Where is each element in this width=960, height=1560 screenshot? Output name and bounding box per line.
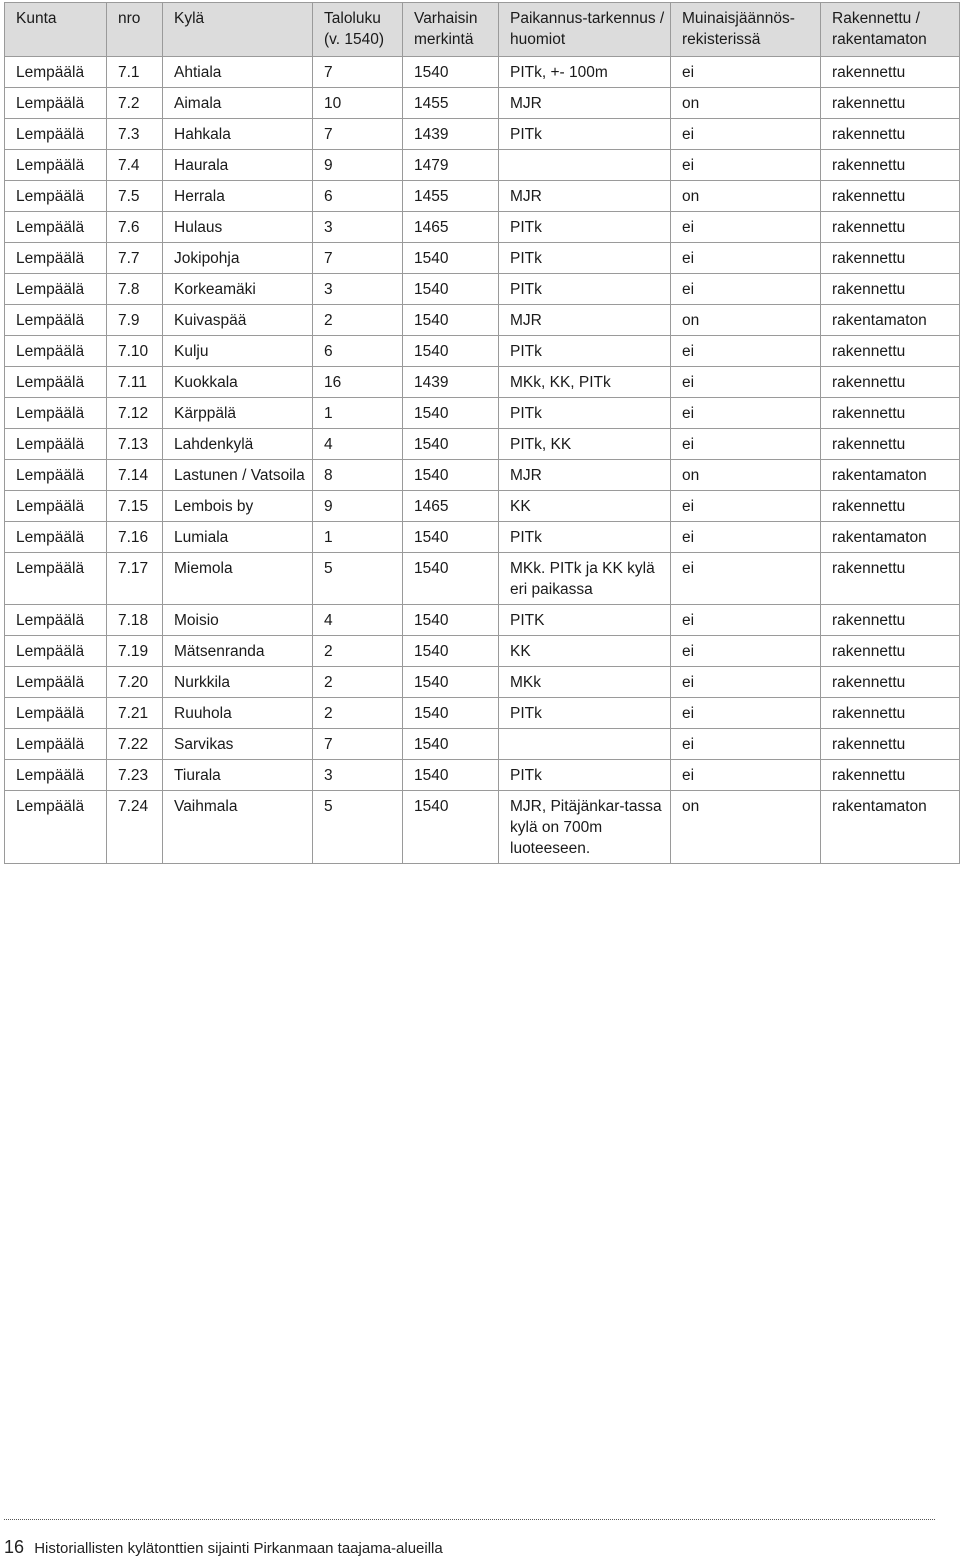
table-row bbox=[5, 367, 960, 398]
cell-kyla: Tiurala bbox=[163, 760, 313, 791]
cell-nro: 7.19 bbox=[107, 636, 163, 667]
cell-paikannus-huomiot: MJR bbox=[499, 181, 671, 212]
cell-varhaisin-merkinta: 1540 bbox=[403, 760, 499, 791]
cell-paikannus-huomiot: MKk. PITk ja KK kylä eri paikassa bbox=[499, 553, 671, 605]
cell-varhaisin-merkinta: 1455 bbox=[403, 181, 499, 212]
cell-rakennettu: rakennettu bbox=[821, 553, 960, 605]
cell-varhaisin-merkinta: 1540 bbox=[403, 729, 499, 760]
page-number: 16 bbox=[4, 1537, 25, 1557]
column-header-taloluku: Taloluku (v. 1540) bbox=[313, 3, 403, 57]
cell-kunta: Lempäälä bbox=[5, 336, 107, 367]
cell-varhaisin-merkinta: 1540 bbox=[403, 553, 499, 605]
cell-nro: 7.14 bbox=[107, 460, 163, 491]
table-row bbox=[5, 119, 960, 150]
cell-kyla: Moisio bbox=[163, 605, 313, 636]
cell-paikannus-huomiot: KK bbox=[499, 636, 671, 667]
cell-nro: 7.10 bbox=[107, 336, 163, 367]
cell-nro: 7.4 bbox=[107, 150, 163, 181]
cell-paikannus-huomiot: PITk bbox=[499, 336, 671, 367]
cell-paikannus-huomiot: PITK bbox=[499, 605, 671, 636]
cell-paikannus-huomiot: PITk bbox=[499, 398, 671, 429]
cell-muinaisjaannosrekisteri: ei bbox=[671, 760, 821, 791]
page-footer bbox=[4, 1537, 443, 1558]
cell-kunta: Lempäälä bbox=[5, 429, 107, 460]
table-row bbox=[5, 791, 960, 864]
cell-paikannus-huomiot: MKk bbox=[499, 667, 671, 698]
table-row bbox=[5, 760, 960, 791]
cell-varhaisin-merkinta: 1540 bbox=[403, 305, 499, 336]
cell-nro: 7.23 bbox=[107, 760, 163, 791]
header-row bbox=[5, 3, 960, 57]
cell-nro: 7.7 bbox=[107, 243, 163, 274]
cell-muinaisjaannosrekisteri: ei bbox=[671, 429, 821, 460]
cell-rakennettu: rakennettu bbox=[821, 667, 960, 698]
cell-kyla: Lahdenkylä bbox=[163, 429, 313, 460]
cell-nro: 7.22 bbox=[107, 729, 163, 760]
cell-rakennettu: rakennettu bbox=[821, 760, 960, 791]
cell-muinaisjaannosrekisteri: ei bbox=[671, 336, 821, 367]
cell-muinaisjaannosrekisteri: on bbox=[671, 460, 821, 491]
cell-rakennettu: rakennettu bbox=[821, 636, 960, 667]
table-row bbox=[5, 460, 960, 491]
cell-paikannus-huomiot: PITk bbox=[499, 522, 671, 553]
cell-paikannus-huomiot: PITk bbox=[499, 212, 671, 243]
cell-muinaisjaannosrekisteri: ei bbox=[671, 636, 821, 667]
cell-nro: 7.13 bbox=[107, 429, 163, 460]
cell-varhaisin-merkinta: 1465 bbox=[403, 212, 499, 243]
cell-nro: 7.3 bbox=[107, 119, 163, 150]
cell-kunta: Lempäälä bbox=[5, 522, 107, 553]
cell-kyla: Kuokkala bbox=[163, 367, 313, 398]
cell-taloluku: 7 bbox=[313, 57, 403, 88]
cell-taloluku: 10 bbox=[313, 88, 403, 119]
cell-muinaisjaannosrekisteri: ei bbox=[671, 553, 821, 605]
cell-paikannus-huomiot bbox=[499, 729, 671, 760]
table-row bbox=[5, 150, 960, 181]
cell-taloluku: 7 bbox=[313, 119, 403, 150]
cell-kunta: Lempäälä bbox=[5, 760, 107, 791]
cell-rakennettu: rakennettu bbox=[821, 119, 960, 150]
cell-paikannus-huomiot: PITk bbox=[499, 760, 671, 791]
table-row bbox=[5, 88, 960, 119]
cell-rakennettu: rakennettu bbox=[821, 398, 960, 429]
cell-taloluku: 3 bbox=[313, 274, 403, 305]
cell-taloluku: 3 bbox=[313, 212, 403, 243]
cell-paikannus-huomiot: MJR bbox=[499, 305, 671, 336]
cell-kyla: Ruuhola bbox=[163, 698, 313, 729]
table-row bbox=[5, 522, 960, 553]
cell-paikannus-huomiot: PITk bbox=[499, 274, 671, 305]
cell-nro: 7.12 bbox=[107, 398, 163, 429]
cell-paikannus-huomiot: PITk bbox=[499, 243, 671, 274]
cell-varhaisin-merkinta: 1540 bbox=[403, 791, 499, 864]
cell-kunta: Lempäälä bbox=[5, 212, 107, 243]
cell-nro: 7.20 bbox=[107, 667, 163, 698]
cell-varhaisin-merkinta: 1540 bbox=[403, 336, 499, 367]
table-row bbox=[5, 553, 960, 605]
cell-rakennettu: rakennettu bbox=[821, 88, 960, 119]
cell-kunta: Lempäälä bbox=[5, 150, 107, 181]
table-row bbox=[5, 212, 960, 243]
table-row bbox=[5, 336, 960, 367]
cell-muinaisjaannosrekisteri: ei bbox=[671, 398, 821, 429]
cell-paikannus-huomiot: PITk bbox=[499, 698, 671, 729]
cell-varhaisin-merkinta: 1439 bbox=[403, 367, 499, 398]
cell-nro: 7.6 bbox=[107, 212, 163, 243]
cell-rakennettu: rakennettu bbox=[821, 274, 960, 305]
cell-muinaisjaannosrekisteri: ei bbox=[671, 243, 821, 274]
cell-taloluku: 9 bbox=[313, 491, 403, 522]
cell-kyla: Lumiala bbox=[163, 522, 313, 553]
cell-nro: 7.15 bbox=[107, 491, 163, 522]
cell-rakennettu: rakentamaton bbox=[821, 460, 960, 491]
cell-rakennettu: rakennettu bbox=[821, 605, 960, 636]
cell-nro: 7.17 bbox=[107, 553, 163, 605]
cell-paikannus-huomiot: MKk, KK, PITk bbox=[499, 367, 671, 398]
cell-kyla: Hahkala bbox=[163, 119, 313, 150]
cell-kyla: Haurala bbox=[163, 150, 313, 181]
cell-muinaisjaannosrekisteri: ei bbox=[671, 274, 821, 305]
cell-paikannus-huomiot: PITk bbox=[499, 119, 671, 150]
cell-nro: 7.8 bbox=[107, 274, 163, 305]
cell-varhaisin-merkinta: 1465 bbox=[403, 491, 499, 522]
cell-varhaisin-merkinta: 1439 bbox=[403, 119, 499, 150]
cell-rakennettu: rakentamaton bbox=[821, 305, 960, 336]
cell-nro: 7.18 bbox=[107, 605, 163, 636]
column-header-kyla: Kylä bbox=[163, 3, 313, 57]
cell-varhaisin-merkinta: 1540 bbox=[403, 522, 499, 553]
cell-rakennettu: rakennettu bbox=[821, 729, 960, 760]
cell-muinaisjaannosrekisteri: on bbox=[671, 88, 821, 119]
table-row bbox=[5, 429, 960, 460]
cell-taloluku: 5 bbox=[313, 791, 403, 864]
table-header bbox=[5, 3, 960, 57]
cell-varhaisin-merkinta: 1540 bbox=[403, 667, 499, 698]
cell-varhaisin-merkinta: 1540 bbox=[403, 636, 499, 667]
cell-muinaisjaannosrekisteri: ei bbox=[671, 698, 821, 729]
cell-muinaisjaannosrekisteri: ei bbox=[671, 367, 821, 398]
footer-divider bbox=[4, 1519, 935, 1520]
cell-nro: 7.16 bbox=[107, 522, 163, 553]
cell-kunta: Lempäälä bbox=[5, 636, 107, 667]
column-header-paikannus-huomiot: Paikannus-tarkennus / huomiot bbox=[499, 3, 671, 57]
cell-taloluku: 2 bbox=[313, 305, 403, 336]
cell-rakennettu: rakennettu bbox=[821, 698, 960, 729]
table-row bbox=[5, 57, 960, 88]
table-row bbox=[5, 636, 960, 667]
cell-rakennettu: rakennettu bbox=[821, 491, 960, 522]
cell-kyla: Nurkkila bbox=[163, 667, 313, 698]
cell-taloluku: 9 bbox=[313, 150, 403, 181]
cell-kyla: Korkeamäki bbox=[163, 274, 313, 305]
cell-muinaisjaannosrekisteri: on bbox=[671, 305, 821, 336]
cell-taloluku: 8 bbox=[313, 460, 403, 491]
cell-kunta: Lempäälä bbox=[5, 398, 107, 429]
cell-taloluku: 7 bbox=[313, 243, 403, 274]
cell-paikannus-huomiot: MJR, Pitäjänkar-tassa kylä on 700m luoteeseen. bbox=[499, 791, 671, 864]
cell-kunta: Lempäälä bbox=[5, 88, 107, 119]
cell-kyla: Kulju bbox=[163, 336, 313, 367]
cell-taloluku: 2 bbox=[313, 636, 403, 667]
cell-kyla: Lembois by bbox=[163, 491, 313, 522]
publication-title: Historiallisten kylätonttien sijainti Pirkanmaan taajama-alueilla bbox=[34, 1540, 443, 1557]
cell-rakennettu: rakennettu bbox=[821, 429, 960, 460]
table-row bbox=[5, 698, 960, 729]
table-row bbox=[5, 605, 960, 636]
cell-rakennettu: rakentamaton bbox=[821, 791, 960, 864]
cell-taloluku: 2 bbox=[313, 667, 403, 698]
table-row bbox=[5, 181, 960, 212]
cell-nro: 7.1 bbox=[107, 57, 163, 88]
cell-nro: 7.21 bbox=[107, 698, 163, 729]
cell-muinaisjaannosrekisteri: ei bbox=[671, 522, 821, 553]
cell-rakennettu: rakennettu bbox=[821, 150, 960, 181]
cell-kunta: Lempäälä bbox=[5, 305, 107, 336]
cell-taloluku: 5 bbox=[313, 553, 403, 605]
cell-kyla: Kuivaspää bbox=[163, 305, 313, 336]
cell-taloluku: 16 bbox=[313, 367, 403, 398]
cell-kunta: Lempäälä bbox=[5, 367, 107, 398]
cell-nro: 7.24 bbox=[107, 791, 163, 864]
cell-muinaisjaannosrekisteri: ei bbox=[671, 667, 821, 698]
cell-varhaisin-merkinta: 1479 bbox=[403, 150, 499, 181]
cell-muinaisjaannosrekisteri: ei bbox=[671, 491, 821, 522]
cell-taloluku: 6 bbox=[313, 336, 403, 367]
cell-kyla: Kärppälä bbox=[163, 398, 313, 429]
table-row bbox=[5, 729, 960, 760]
cell-kyla: Jokipohja bbox=[163, 243, 313, 274]
table-row bbox=[5, 274, 960, 305]
cell-taloluku: 6 bbox=[313, 181, 403, 212]
cell-muinaisjaannosrekisteri: ei bbox=[671, 729, 821, 760]
cell-rakennettu: rakennettu bbox=[821, 212, 960, 243]
cell-kyla: Aimala bbox=[163, 88, 313, 119]
cell-muinaisjaannosrekisteri: on bbox=[671, 181, 821, 212]
table-row bbox=[5, 491, 960, 522]
cell-rakennettu: rakentamaton bbox=[821, 522, 960, 553]
cell-kunta: Lempäälä bbox=[5, 243, 107, 274]
cell-kyla: Miemola bbox=[163, 553, 313, 605]
column-header-rakennettu: Rakennettu / rakentamaton bbox=[821, 3, 960, 57]
cell-kunta: Lempäälä bbox=[5, 791, 107, 864]
cell-paikannus-huomiot: MJR bbox=[499, 88, 671, 119]
cell-kyla: Ahtiala bbox=[163, 57, 313, 88]
cell-taloluku: 4 bbox=[313, 429, 403, 460]
cell-nro: 7.9 bbox=[107, 305, 163, 336]
cell-varhaisin-merkinta: 1540 bbox=[403, 274, 499, 305]
cell-muinaisjaannosrekisteri: ei bbox=[671, 212, 821, 243]
column-header-muinaisjaannosrekisteri: Muinaisjäännös-rekisterissä bbox=[671, 3, 821, 57]
cell-kyla: Herrala bbox=[163, 181, 313, 212]
cell-taloluku: 4 bbox=[313, 605, 403, 636]
cell-taloluku: 7 bbox=[313, 729, 403, 760]
cell-kyla: Vaihmala bbox=[163, 791, 313, 864]
cell-kunta: Lempäälä bbox=[5, 491, 107, 522]
cell-taloluku: 1 bbox=[313, 522, 403, 553]
cell-kyla: Sarvikas bbox=[163, 729, 313, 760]
cell-rakennettu: rakennettu bbox=[821, 367, 960, 398]
cell-varhaisin-merkinta: 1455 bbox=[403, 88, 499, 119]
cell-varhaisin-merkinta: 1540 bbox=[403, 605, 499, 636]
column-header-nro: nro bbox=[107, 3, 163, 57]
cell-kunta: Lempäälä bbox=[5, 274, 107, 305]
column-header-varhaisin-merkinta: Varhaisin merkintä bbox=[403, 3, 499, 57]
cell-varhaisin-merkinta: 1540 bbox=[403, 698, 499, 729]
cell-taloluku: 2 bbox=[313, 698, 403, 729]
cell-kunta: Lempäälä bbox=[5, 553, 107, 605]
cell-taloluku: 3 bbox=[313, 760, 403, 791]
cell-kunta: Lempäälä bbox=[5, 57, 107, 88]
cell-varhaisin-merkinta: 1540 bbox=[403, 460, 499, 491]
cell-muinaisjaannosrekisteri: ei bbox=[671, 119, 821, 150]
column-header-kunta: Kunta bbox=[5, 3, 107, 57]
cell-muinaisjaannosrekisteri: ei bbox=[671, 57, 821, 88]
table-row bbox=[5, 667, 960, 698]
cell-kyla: Hulaus bbox=[163, 212, 313, 243]
cell-taloluku: 1 bbox=[313, 398, 403, 429]
cell-kyla: Mätsenranda bbox=[163, 636, 313, 667]
cell-paikannus-huomiot: MJR bbox=[499, 460, 671, 491]
cell-nro: 7.2 bbox=[107, 88, 163, 119]
cell-kunta: Lempäälä bbox=[5, 698, 107, 729]
cell-muinaisjaannosrekisteri: ei bbox=[671, 150, 821, 181]
cell-varhaisin-merkinta: 1540 bbox=[403, 398, 499, 429]
table-row bbox=[5, 305, 960, 336]
cell-kyla: Lastunen / Vatsoila bbox=[163, 460, 313, 491]
cell-nro: 7.11 bbox=[107, 367, 163, 398]
cell-rakennettu: rakennettu bbox=[821, 57, 960, 88]
cell-kunta: Lempäälä bbox=[5, 119, 107, 150]
cell-kunta: Lempäälä bbox=[5, 460, 107, 491]
cell-rakennettu: rakennettu bbox=[821, 336, 960, 367]
cell-kunta: Lempäälä bbox=[5, 667, 107, 698]
cell-kunta: Lempäälä bbox=[5, 181, 107, 212]
cell-nro: 7.5 bbox=[107, 181, 163, 212]
table-row bbox=[5, 398, 960, 429]
cell-paikannus-huomiot: PITk, KK bbox=[499, 429, 671, 460]
cell-paikannus-huomiot: PITk, +- 100m bbox=[499, 57, 671, 88]
cell-rakennettu: rakennettu bbox=[821, 181, 960, 212]
table-row bbox=[5, 243, 960, 274]
cell-muinaisjaannosrekisteri: ei bbox=[671, 605, 821, 636]
cell-varhaisin-merkinta: 1540 bbox=[403, 57, 499, 88]
cell-varhaisin-merkinta: 1540 bbox=[403, 429, 499, 460]
cell-kunta: Lempäälä bbox=[5, 605, 107, 636]
table-body bbox=[5, 57, 960, 864]
cell-paikannus-huomiot bbox=[499, 150, 671, 181]
cell-kunta: Lempäälä bbox=[5, 729, 107, 760]
cell-paikannus-huomiot: KK bbox=[499, 491, 671, 522]
cell-varhaisin-merkinta: 1540 bbox=[403, 243, 499, 274]
cell-rakennettu: rakennettu bbox=[821, 243, 960, 274]
villages-table bbox=[4, 2, 960, 864]
cell-muinaisjaannosrekisteri: on bbox=[671, 791, 821, 864]
